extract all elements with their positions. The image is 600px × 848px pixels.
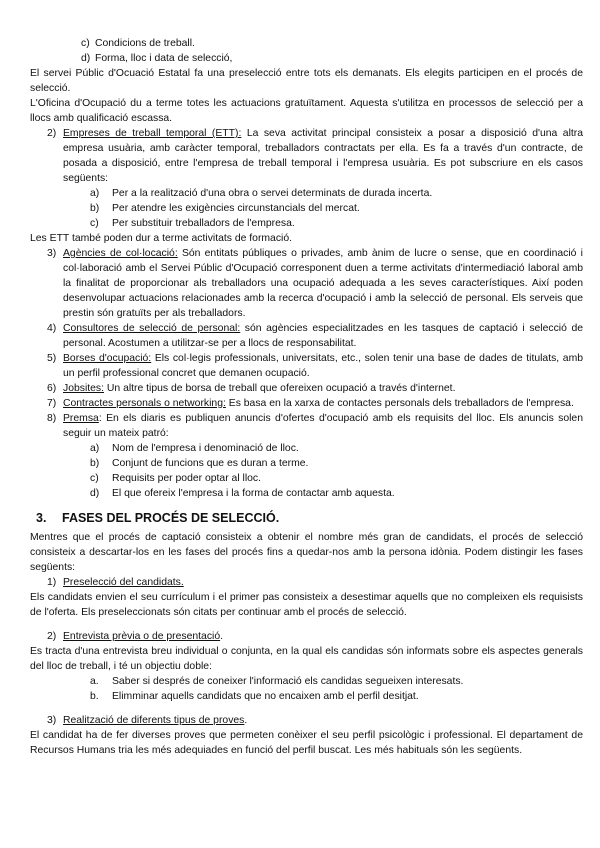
- phase-1-text: Els candidats envien el seu currículum i el primer pas consisteix a desestimar aquells que no compleixen els requisists de l'oferta. Els preseleccionats són citats per continuar amb el procés de selecció.: [30, 592, 583, 618]
- list-item-consultores: 4) Consultores de selecció de personal: són agències especialitzades en les tasques de captació i selecció de personal. Acostumen a utilitzar-se per a llocs de responsabilitat.: [47, 323, 584, 349]
- list-item-premsa: 8) Premsa: En els diaris es publiquen anuncis d'ofertes d'ocupació amb els requisits del lloc. Els anuncis solen seguir un mateix patró:: [47, 413, 583, 439]
- section-heading: 3. FASES DEL PROCÉS DE SELECCIÓ.: [36, 511, 280, 525]
- document-page: [30, 36, 583, 758]
- list-item-borses: 5) Borses d'ocupació: Els col·legis professionals, universitats, etc., solen tenir una base de dades de titulats, amb un perfil professional concret que demanen ocupació.: [47, 353, 584, 379]
- paragraph-ett: Les ETT també poden dur a terme activitats de formació.: [30, 233, 293, 244]
- list-item: c) Condicions de treball.: [81, 38, 195, 49]
- paragraph-servei: El servei Públic d'Ocuació Estatal fa una preselecció entre tots els demanats. Els elegits participen en el procés de selecció.: [30, 68, 583, 94]
- paragraph-oficina: L'Oficina d'Ocupació du a terme totes les actuacions gratuïtament. Aquesta s'utilitza en processos de selecció per a llocs amb qualificació escassa.: [30, 98, 583, 124]
- list-item: a. Saber si després de coneixer l'informació els candidas segueixen interesats.: [90, 676, 464, 687]
- list-item-agencies: 3) Agències de col·locació: Són entitats públiques o privades, amb ànim de lucre o sense, que en coordinació i col·laboració amb el Servei Públic d'Ocupació corresponent duen a terme activitats d'intermediació laboral amb la finalitat de proporcionar als treballadors una ocupació adequada a les seves característiques. Així poden desenvolupar actuacions relacionades amb la recerca d'ocupació i amb la selecció de personal. Els serveis que prestin són gratuïts per als treballadors.: [47, 248, 583, 319]
- section-intro: Mentres que el procés de captació consisteix a obtenir el nombre més gran de candidats, el procés de selecció consisteix a descartar-los en les fases del procés fins a quedar-nos amb la persona idònia. Podem distingir les fases següents:: [30, 532, 583, 573]
- list-item: c) Requisits per poder optar al lloc.: [90, 473, 262, 484]
- list-item: b) Per atendre les exigències circunstancials del mercat.: [90, 203, 360, 214]
- phase-heading-2: 2) Entrevista prèvia o de presentació.: [47, 631, 223, 642]
- phase-3-text: El candidat ha de fer diverses proves que permeten conèixer el seu perfil psicològic i professional. El departament de Recursos Humans tria les més adequiades en funció del perfil buscat. Les més habituals són les següents.: [30, 730, 583, 756]
- list-item: d) Forma, lloc i data de selecció,: [81, 53, 233, 64]
- list-item: b. Elimminar aquells candidats que no encaixen amb el perfil desitjat.: [90, 691, 419, 702]
- list-item-ett: 2) Empreses de treball temporal (ETT): La seva activitat principal consisteix a posar a disposició d'una altra empresa usuària, amb caràcter temporal, treballadors contractats per ella. Es fa a través d'un contracte, de posada a disposició, entre l'empresa de treball temporal i l'empresa usuària. Es pot subscriure en els casos següents:: [47, 128, 583, 184]
- phase-2-text: Es tracta d'una entrevista breu individual o conjunta, en la qual els candidas són informats sobre els aspectes generals del lloc de treball, i té un objectiu doble:: [30, 646, 583, 672]
- list-item: b) Conjunt de funcions que es duran a terme.: [90, 458, 309, 469]
- list-item: a) Per a la realització d'una obra o servei determinats de durada incerta.: [90, 188, 433, 199]
- phase-heading-3: 3) Realització de diferents tipus de proves.: [47, 715, 248, 726]
- list-item-jobsites: 6) Jobsites: Un altre tipus de borsa de treball que ofereixen ocupació a través d'internet.: [47, 383, 456, 394]
- phase-heading-1: 1) Preselecció del candidats.: [47, 577, 184, 588]
- list-item-networking: 7) Contractes personals o networking: Es basa en la xarxa de contactes personals dels treballadors de l'empresa.: [47, 398, 574, 409]
- list-item: d) El que ofereix l'empresa i la forma de contactar amb aquesta.: [90, 488, 395, 499]
- list-item: a) Nom de l'empresa i denominació de lloc.: [90, 443, 299, 454]
- list-item: c) Per substituir treballadors de l'empresa.: [90, 218, 295, 229]
